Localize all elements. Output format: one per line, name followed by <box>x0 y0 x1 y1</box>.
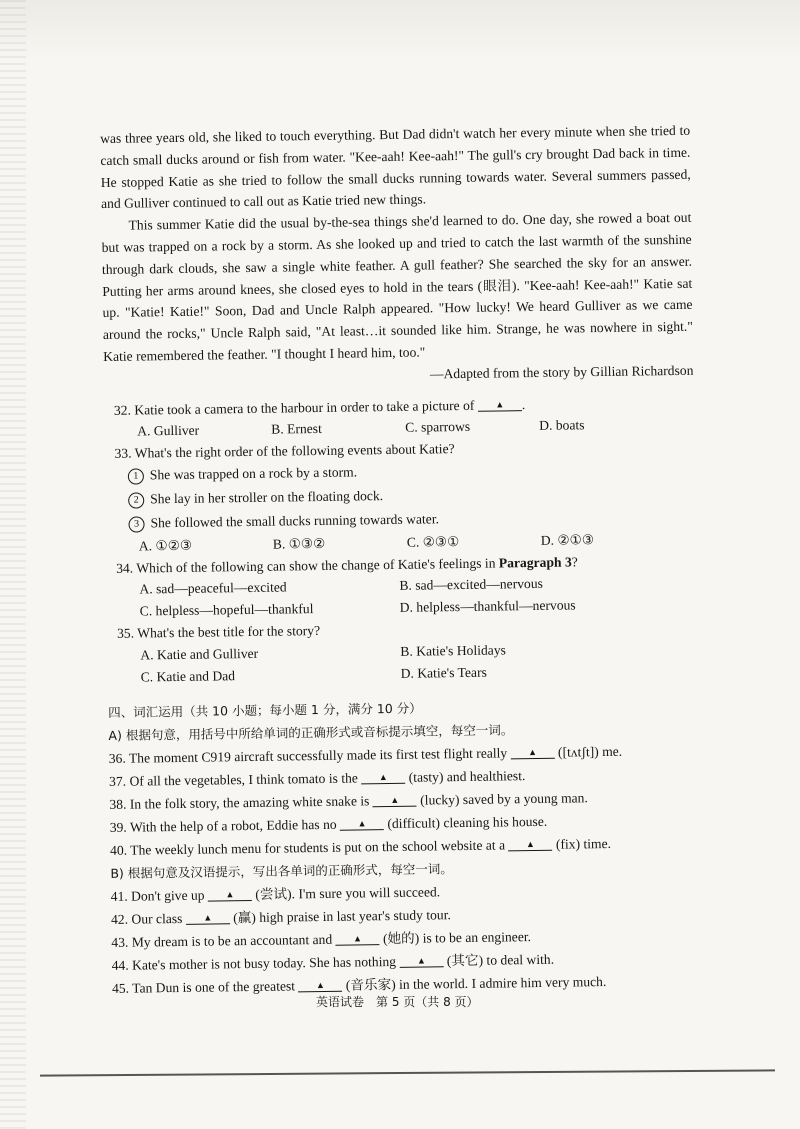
option-a: A. Gulliver <box>137 422 200 439</box>
question-32: 32. Katie took a camera to the harbour in order to take a picture of ▲ . A. Gulliver B. Ernest C. sparrows D. boats <box>104 392 695 443</box>
reading-passage <box>100 120 694 390</box>
circled-number: 2 <box>128 493 144 509</box>
answer-blank: ▲ <box>336 932 380 946</box>
event-item: She was trapped on a rock by a storm. <box>149 464 358 483</box>
option-b: B. Ernest <box>271 421 322 437</box>
circled-number: 1 <box>128 469 144 485</box>
item-37: 37. Of all the vegetables, I think tomato is the ▲ (tasty) and healthiest. <box>109 767 526 789</box>
option-d: D. Katie's Tears <box>400 664 487 681</box>
question-33-stem: 33. What's the right order of the following events about Katie? <box>114 440 455 461</box>
answer-blank: ▲ <box>340 817 384 831</box>
option-b: B. sad—excited—nervous <box>399 576 543 594</box>
answer-blank: ▲ <box>478 398 522 412</box>
item-43: 43. My dream is to be an accountant and ▲ (她的) is to be an engineer. <box>111 928 532 950</box>
passage-paragraph-3: This summer Katie did the usual by-the-sea things she'd learned to do. One day, she rowed a boat out but was trapped on a rock by a storm. As she looked up and tried to catch the last warmth of the sunshine through dark clouds, she saw a single white feather. A gull feather? She searched the sky for an answer. Putting her arms around knees, she closed eyes to hold in the tears (眼泪). "Kee-aah! Kee-aah!" Katie sat up. "Katie! Katie!" Soon, Dad and Uncle Ralph appeared. "How lucky! We heard Gulliver as we came around the rocks," Uncle Ralph said, "At least…it sounded like him. Strange, he was nowhere in sight." Katie remembered the feather. "I thought I heard him, too." <box>101 209 693 364</box>
item-36: 36. The moment C919 aircraft successfully made its first test flight really ▲ ([tʌtʃt]) me. <box>108 743 623 766</box>
option-c: C. sparrows <box>405 419 471 436</box>
option-b: B. ①③② <box>272 536 326 552</box>
option-a: A. ①②③ <box>138 538 193 554</box>
option-d: D. helpless—thankful—nervous <box>399 597 576 616</box>
page-footer: 英语试卷 第 5 页（共 8 页） <box>316 995 479 1009</box>
vocabulary-section <box>108 692 702 999</box>
question-35 <box>107 615 698 689</box>
passage-source: —Adapted from the story by Gillian Richardson <box>429 362 694 382</box>
scan-binding-edge <box>0 0 26 1129</box>
answer-blank: ▲ <box>361 771 405 785</box>
item-42: 42. Our class ▲ (赢) high praise in last year's study tour. <box>110 906 451 927</box>
answer-blank: ▲ <box>373 793 417 807</box>
item-44: 44. Kate's mother is not busy today. She has nothing ▲ (其它) to deal with. <box>111 951 555 973</box>
item-39: 39. With the help of a robot, Eddie has no ▲ (difficult) cleaning his house. <box>109 813 548 835</box>
question-34-stem: 34. Which of the following can show the change of Katie's feelings in <box>116 555 496 576</box>
answer-blank: ▲ <box>186 911 230 925</box>
part-a-instructions: A) 根据句意，用括号中所给单词的正确形式或音标提示填空，每空一词。 <box>108 722 514 743</box>
scan-bottom-rule <box>40 1069 775 1076</box>
question-34: 34. Which of the following can show the change of Katie's feelings in Paragraph 3? A. sad—peaceful—excited B. sad—excited—nervous C. helpless—hopeful—thankful D. helpless—thankful—nervous <box>106 549 697 623</box>
option-b: B. Katie's Holidays <box>400 642 506 659</box>
item-41: 41. Don't give up ▲ (尝试). I'm sure you will succeed. <box>110 884 441 904</box>
circled-number: 3 <box>128 517 144 533</box>
question-32-stem: 32. Katie took a camera to the harbour in order to take a picture of <box>113 397 475 418</box>
exam-page-content <box>100 120 702 1000</box>
event-item: She lay in her stroller on the floating dock. <box>150 488 384 507</box>
option-d: D. boats <box>539 417 585 434</box>
item-40: 40. The weekly lunch menu for students is put on the school website at a ▲ (fix) time. <box>109 835 612 858</box>
section-heading: 四、词汇运用（共 10 小题；每小题 1 分，满分 10 分） <box>108 700 422 720</box>
answer-blank: ▲ <box>508 838 552 852</box>
option-a: A. sad—peaceful—excited <box>139 579 287 597</box>
question-35-stem: 35. What's the best title for the story? <box>116 623 321 642</box>
option-c: C. Katie and Dad <box>140 667 236 685</box>
item-38: 38. In the folk story, the amazing white snake is ▲ (lucky) saved by a young man. <box>109 790 588 812</box>
option-d: D. ②①③ <box>540 532 595 549</box>
question-33 <box>104 434 696 557</box>
passage-paragraph-2: was three years old, she liked to touch everything. But Dad didn't watch her every minute when she tried to catch small ducks around or fish from water. "Kee-aah! Kee-aah!" The gull's cry brought Dad back in time. He stopped Katie as she tried to follow the small ducks running towards water. Several summers passed, and Gulliver continued to call out as Katie tried new things. <box>100 122 691 212</box>
option-a: A. Katie and Gulliver <box>140 645 259 663</box>
answer-blank: ▲ <box>510 745 554 759</box>
answer-blank: ▲ <box>208 888 252 902</box>
part-b-instructions: B) 根据句意及汉语提示，写出各单词的正确形式，每空一词。 <box>110 860 453 881</box>
option-c: C. helpless—hopeful—thankful <box>139 601 314 619</box>
event-item: She followed the small ducks running towards water. <box>150 511 440 531</box>
item-45: 45. Tan Dun is one of the greatest ▲ (音乐家) in the world. I admire him very much. <box>111 973 607 996</box>
scan-shadow <box>0 0 800 60</box>
answer-blank: ▲ <box>298 978 342 992</box>
option-c: C. ②③① <box>406 534 460 551</box>
answer-blank: ▲ <box>399 954 443 968</box>
